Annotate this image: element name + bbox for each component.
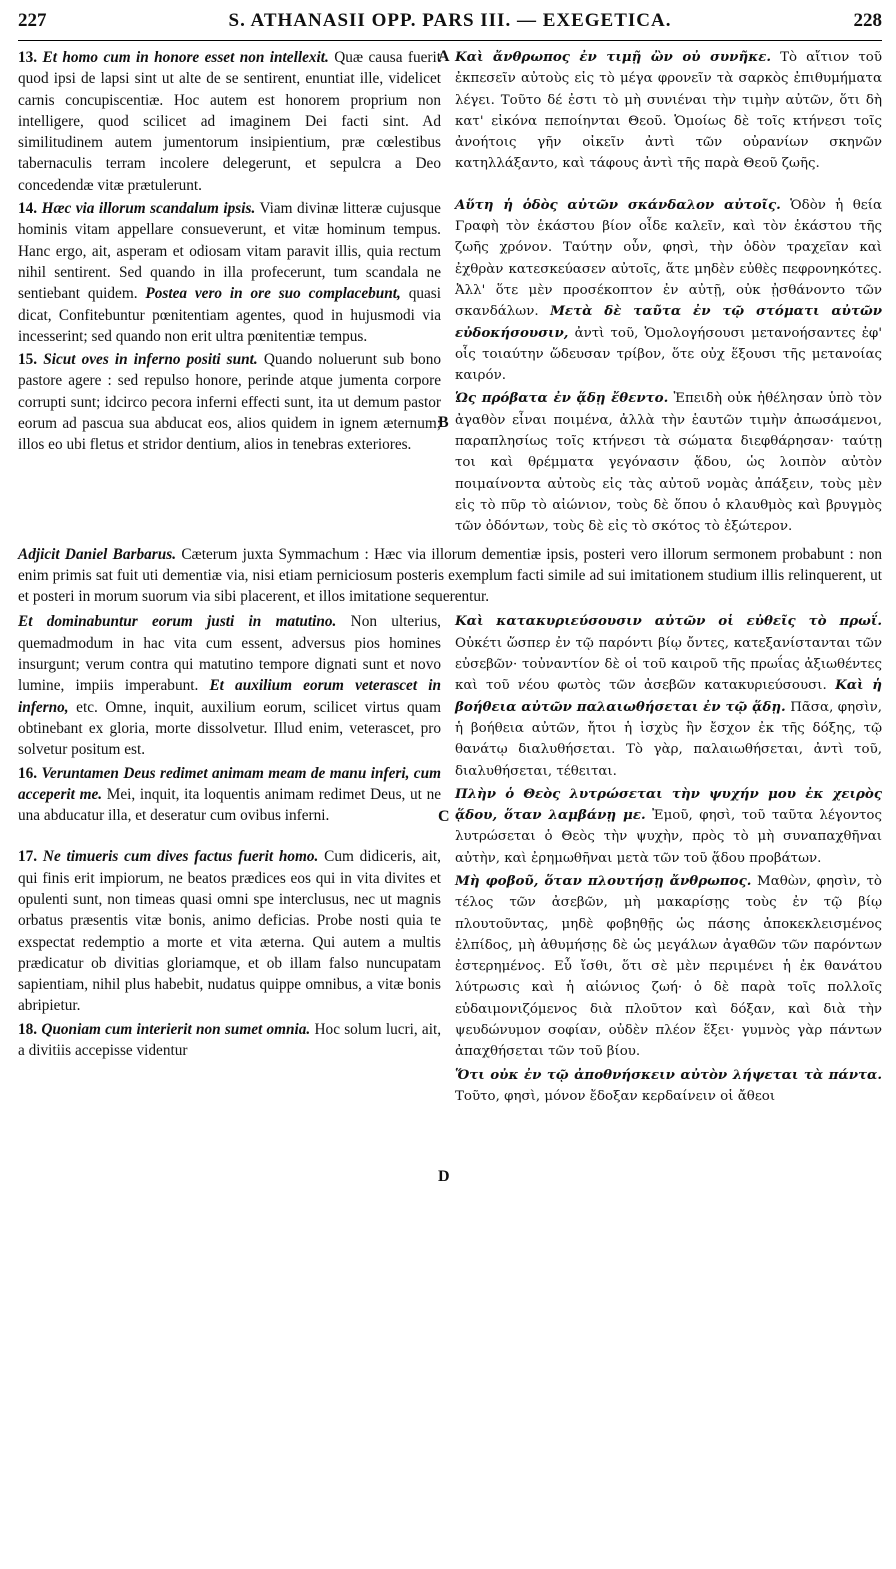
margin-marker-a: A bbox=[438, 48, 450, 65]
note-paragraph: Adjicit Daniel Barbarus. Cæterum juxta Symmachum : Hæc via illorum dementiæ ipsis, posteri vero illorum sermonem probabunt : non enim primis sat fuit uti dementiæ via, nisi etiam perniciosum posteris exemplum facti simile ad sui imitationem studium illis relinquerent, ut et posteri in morum suorum via sibi placerent, et illos imitatione sequerentur. bbox=[18, 545, 882, 606]
right-page-number: 228 bbox=[853, 10, 882, 31]
greek-column-1 bbox=[455, 47, 882, 540]
greek-column-2 bbox=[455, 611, 882, 1109]
section-1 bbox=[18, 47, 882, 540]
greek-paragraph: Καὶ ἄνθρωπος ἐν τιμῇ ὢν οὐ συνῆκε. Τὸ αἴτιον τοῦ ἐκπεσεῖν αὐτοὺς εἰς τὸ μέγα φρονεῖν τὰ σαρκὸς ἐπιθυμήματα λέγει. Τοῦτο δέ ἐστι τὸ μὴ συνιέναι τὴν τιμὴν αὐτῶν, ὅτι δὴ κατ' εἰκόνα πεποίηνται Θεοῦ. Ὁμοίως δὲ τοῖς κτήνεσι τοῖς ἀνοήτοις γῆν οἰκεῖν ἀντὶ τῶν οὐρανίων σκηνῶν κατηλλάξαντο, καὶ τάφους ἀντὶ τῆς παρὰ Θεοῦ ζωῆς. bbox=[455, 49, 882, 172]
margin-marker-d: D bbox=[438, 1168, 450, 1185]
greek-paragraph: Ὅτι οὐκ ἐν τῷ ἀποθνήσκειν αὐτὸν λήψεται τὰ πάντα. Τοῦτο, φησὶ, μόνον ἔδοξαν κερδαίνειν οἱ ἄθεοι bbox=[455, 1066, 882, 1104]
latin-paragraph: 15. Sicut oves in inferno positi sunt. Quando noluerunt sub bono pastore agere : sed repulso honore, perinde atque jumenta corpore corrupti sunt; idcirco pecora inferni effecti sunt, ita ut demum pastor eorum ad pascua sua abducat eos, alios quidem in ignem æternum; illos eo ubi fletus et stridor dentium, alios in tenebras exteriores. bbox=[18, 351, 441, 454]
greek-paragraph: Καὶ κατακυριεύσουσιν αὐτῶν οἱ εὐθεῖς τὸ πρωΐ. Οὐκέτι ὥσπερ ἐν τῷ παρόντι βίῳ ὄντες, κατεξανίστανται τῶν εὐσεβῶν· τοὐναντίον δὲ οἱ τοῦ καιροῦ τῆς πρωΐας ἀξιωθέντες καὶ τοῦ νέου φωτὸς τῶν ἀσεβῶν κατακυριεύσουσι. Καὶ ἡ βοήθεια αὐτῶν παλαιωθήσεται ἐν τῷ ᾅδῃ. Πᾶσα, φησὶν, ἡ βοήθεια αὐτῶν, ἤτοι ἡ ἰσχὺς ἣν ἔσχον ἐκ τῆς δόξης, τῷ θανάτῳ διαλυθήσεται. Τὸ γὰρ, παλαιωθήσεται, ἀντὶ τοῦ, διαλυθήσεται, τέθειται. bbox=[455, 613, 883, 779]
latin-paragraph: 13. Et homo cum in honore esset non intellexit. Quæ causa fuerit quod ipsi de lapsi sint ut alte de se sentirent, enuntiat ille, videlicet carnis concupiscentiæ. Hoc autem est honorem proprium non intelligere, quod scilicet ad imaginem Dei facti sint. Ad similitudinem autem jumentorum insipientium, præ cœlestibus tabernaculis terram incolere delegerunt, et sepulcra a Deo concedendæ vitæ prætulerunt. bbox=[18, 49, 441, 194]
latin-paragraph: 17. Ne timueris cum dives factus fuerit homo. Cum didiceris, ait, qui finis erit impiorum, ne beatos prædices eos qui in vita divites et opulenti sunt, non timeas quasi omni spe interclusus, nec ut magnis orbatus præsentis vitæ bonis, animo deficias. Probe nosti quia te exspectat redemptio a morte et vita æterna. Qui autem a multis prædicatur ob divitias gloriamque, et ob illam falso nuncupatam sapientiam, nihil plus habebit, nudatus quippe omnibus, a vitæ bonis abripietur. bbox=[18, 848, 441, 1015]
latin-column-2 bbox=[18, 611, 441, 1109]
greek-paragraph: Αὕτη ἡ ὁδὸς αὐτῶν σκάνδαλον αὐτοῖς. Ὁδὸν ἡ θεία Γραφὴ τὸν ἑκάστου βίον οἶδε καλεῖν, καὶ τὸν ἑκάστου τῆς ζωῆς χρόνον. Ταύτην οὖν, φησὶ, τὴν ὁδὸν τραχεῖαν καὶ ἐχθρὰν κατεσκεύασεν αὐτοῖς, ἅτε μηδὲν εὐθὲς πεφρονηκότες. Ἀλλ' ὅτε μὲν προσέκοπτον ἐν αὐτῇ, οὐκ ᾐσθάνοντο τῶν σκανδάλων. Μετὰ δὲ ταῦτα ἐν τῷ στόματι αὐτῶν εὐδοκήσουσιν, ἀντὶ τοῦ, Ὁμολογήσουσι μετανοήσαντες ἐφ' οἷς τοιαύτην ὥδευσαν τρίβον, ὅτε οὐχ ἕξουσι τῆς μετανοίας καιρόν. bbox=[455, 196, 882, 384]
fullwidth-note bbox=[18, 544, 882, 608]
greek-paragraph: Μὴ φοβοῦ, ὅταν πλουτήσῃ ἄνθρωπος. Μαθὼν, φησὶν, τὸ τέλος τῶν ἀσεβῶν, μὴ μακαρίσῃς τοὺς ἐν τῷ βίῳ πλουτοῦντας, μηδὲ φοβηθῇς ὡς πάσης ἀποκεκλεισμένος ἐλπίδος, μὴ ἀθυμήσῃς δὲ ὡς μεγάλων ἀγαθῶν τῶν παρόντων ἐστερημένος. Εὖ ἴσθι, ὅτι σὲ μὲν περιμένει ἡ ἐκ θανάτου λύτρωσις καὶ ἡ αἰώνιος ζωή· ὁ δὲ παρὰ τοῖς πολλοῖς εὐδαιμονιζόμενος διὰ πλοῦτον καὶ δόξαν, καὶ διὰ τὴν ψευδώνυμον σοφίαν, οὐδὲν πλέον ἕξει· γυμνὸς γὰρ πάντων ἀπαχθήσεται τῶν τοῦ βίου. bbox=[455, 872, 882, 1060]
margin-marker-c: C bbox=[438, 808, 450, 825]
margin-marker-b: B bbox=[438, 414, 449, 431]
section-2 bbox=[18, 611, 882, 1109]
latin-paragraph: 14. Hæc via illorum scandalum ipsis. Viam divinæ litteræ cujusque hominis vitam appellare consueverunt, et vitæ hominum tempus. Hanc ergo, ait, asperam et odiosam vitam paravit illis, quia rectum nihil sentirent. Sed quando in illa profecerunt, tum scandala ne sentiebant quidem. Postea vero in ore suo complacebunt, quasi dicat, Confitebuntur pœnitentiam agentes, quod in hujusmodi via incesserint; sed quando non erit ultra pœnitentiæ tempus. bbox=[18, 200, 441, 345]
running-title: S. ATHANASII OPP. PARS III. — EXEGETICA. bbox=[228, 10, 672, 31]
left-page-number: 227 bbox=[18, 10, 47, 31]
greek-paragraph: Πλὴν ὁ Θεὸς λυτρώσεται τὴν ψυχήν μου ἐκ χειρὸς ᾅδου, ὅταν λαμβάνῃ με. Ἐμοῦ, φησὶ, τοῦ ταῦτα λέγοντος λυτρώσεται ὁ Θεὸς τὴν ψυχὴν, πρὸς τὸ μὴ συναπαχθῆναι αὐτὴν, καὶ ἐρημωθῆναι μετὰ τῶν τοῦ ᾅδου προβάτων. bbox=[455, 785, 882, 866]
latin-paragraph: Et dominabuntur eorum justi in matutino. Non ulterius, quemadmodum in hac vita cum essent, adversus pios homines insurgunt; verum contra qui matutino tempore dignati sunt et novo lumine, impiis imperabunt. Et auxilium eorum veterascet in inferno, etc. Omne, inquit, auxilium eorum, scilicet virtus quam obtinebant ex gloria, morte dissolvetur. Illud enim, veterascet, pro solvetur positum est. bbox=[18, 613, 441, 759]
greek-paragraph: Ὡς πρόβατα ἐν ᾅδῃ ἔθεντο. Ἐπειδὴ οὐκ ἠθέλησαν ὑπὸ τὸν ἀγαθὸν εἶναι ποιμένα, ἀλλὰ τὴν ἑαυτῶν τιμὴν ἀπωσάμενοι, παραπλησίως τοῖς κτήνεσι τὰ σώματα διεφθάρησαν· ταύτῃ τοι καὶ θρέμματα γεγόνασιν ᾅδου, ὡς λοιπὸν αὐτὸν ποιμαίνοντα αὐτοὺς εἰς τὰς αὐτοῦ νομὰς ἀπάξειν, τοὺς μὲν εἰς τὸ πῦρ τὸ αἰώνιον, τοὺς δὲ ὅπου ὁ κλαυθμὸς καὶ βρυγμὸς τῶν ὀδόντων, τοὺς δὲ εἰς τὸ σκότος τὸ ἐξώτερον. bbox=[455, 390, 882, 535]
latin-column-1 bbox=[18, 47, 441, 540]
page-header bbox=[18, 10, 882, 41]
latin-paragraph: 18. Quoniam cum interierit non sumet omnia. Hoc solum lucri, ait, a divitiis accepisse videntur bbox=[18, 1020, 442, 1060]
latin-paragraph: 16. Veruntamen Deus redimet animam meam de manu inferi, cum acceperit me. Mei, inquit, ita loquentis animam redimet Deus, ut ne una abducatur illa, et deseratur cum ovibus inferni. bbox=[18, 764, 442, 825]
